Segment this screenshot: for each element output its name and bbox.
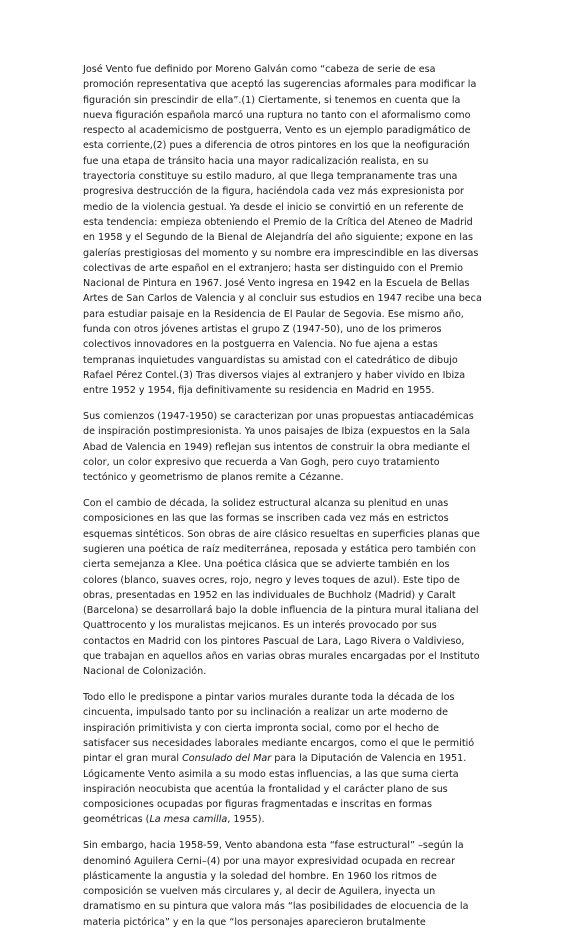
artwork-title-consulado-del-mar: Consulado del Mar <box>182 753 272 765</box>
artwork-title-la-mesa-camilla: La mesa camilla <box>149 814 228 826</box>
paragraph-2 <box>83 409 483 485</box>
paragraph-3-text: Con el cambio de década, la solidez estructural alcanza su plenitud en unas composiciones en las que las formas se inscriben cada vez más en estrictos esquemas sintéticos. Son obras de aire clásico resueltas en superficies planas que sugieren una poética de raíz mediterránea, reposada y estática pero también con cierta semejanza a Klee. Una poética clásica que se advierte también en los colores (blanco, suaves ocres, rojo, negro y leves toques de azul). Este tipo de obras, presentadas en 1952 en las individuales de Buchholz (Madrid) y Caralt (Barcelona) se desarrollará bajo la doble influencia de la pintura mural italiana del Quattrocento y los muralistas mejicanos. Es un interés provocado por sus contactos en Madrid con los pintores Pascual de Lara, Lago Rivera o Valdivieso, que trabajan en aquellos años en varias obras murales encargadas por el Instituto Nacional de Colonización. <box>83 498 480 678</box>
paragraph-1 <box>83 62 483 399</box>
paragraph-1-text: José Vento fue definido por Moreno Galván como “cabeza de serie de esa promoción representativa que aceptó las sugerencias aformales para modificar la figuración sin prescindir de ella”.(1) Ciertamente, si tenemos en cuenta que la nueva figuración española marcó una ruptura no tanto con el aformalismo como respecto al academicismo de postguerra, Vento es un ejemplo paradigmático de esta corriente,(2) pues a diferencia de otros pintores en los que la neofiguración fue una etapa de tránsito hacia una mayor radicalización realista, en su trayectoria constituye su estilo maduro, al que llega tempranamente tras una progresiva destrucción de la figura, haciéndola cada vez más expresionista por medio de la violencia gestual. Ya desde el inicio se convirtió en un referente de esta tendencia: empieza obteniendo el Premio de la Crítica del Ateneo de Madrid en 1958 y el Segundo de la Bienal de Alejandría del año siguiente; expone en las galerías prestigiosas del momento y su nombre era imprescindible en las diversas colectivas de arte español en el extranjero; hasta ser distinguido con el Premio Nacional de Pintura en 1967. José Vento ingresa en 1942 en la Escuela de Bellas Artes de San Carlos de Valencia y al concluir sus estudios en 1947 recibe una beca para estudiar paisaje en la Residencia de El Paular de Segovia. Ese mismo año, funda con otros jóvenes artistas el grupo Z (1947-50), uno de los primeros colectivos innovadores en la postguerra en Valencia. No fue ajena a estas tempranas inquietudes vanguardistas su amistad con el catedrático de dibujo Rafael Pérez Contel.(3) Tras diversos viajes al extranjero y haber vivido en Ibiza entre 1952 y 1954, fija definitivamente su residencia en Madrid en 1955. <box>83 64 482 397</box>
paragraph-4 <box>83 690 483 828</box>
paragraph-3 <box>83 496 483 680</box>
document-body <box>83 62 483 941</box>
paragraph-5-text: Sin embargo, hacia 1958-59, Vento abandona esta “fase estructural” –según la denominó Aguilera Cerni–(4) por una mayor expresividad ocupada en recrear plásticamente la angustia y la soledad del hombre. En 1960 los ritmos de composición se vuelven más circulares y, al decir de Aguilera, inyecta un dramatismo en su pintura que valora más “las posibilidades de elocuencia de la materia pictórica” y en la que “los personajes aparecieron brutalmente <box>83 840 469 928</box>
paragraph-4-text-b: para la Diputación de Valencia en 1951. Lógicamente Vento asimila a su modo estas influencias, a las que suma cierta inspiración neocubista que acentúa la frontalidad y el carácter plano de sus composiciones ocupadas por figuras fragmentadas e inscritas en formas geométricas ( <box>83 753 467 826</box>
paragraph-4-text-c: , 1955). <box>227 814 265 826</box>
paragraph-5 <box>83 838 483 930</box>
paragraph-4-text-a: Todo ello le predispone a pintar varios murales durante toda la década de los cincuenta, impulsado tanto por su inclinación a realizar un arte moderno de inspiración primitivista y con cierta impronta social, como por el hecho de satisfacer sus necesidades laborales mediante encargos, como el que le permitió pintar el gran mural <box>83 692 475 765</box>
paragraph-2-text: Sus comienzos (1947-1950) se caracterizan por unas propuestas antiacadémicas de inspiración postimpresionista. Ya unos paisajes de Ibiza (expuestos en la Sala Abad de Valencia en 1949) reflejan sus intentos de construir la obra mediante el color, un color expresivo que recuerda a Van Gogh, pero cuyo tratamiento tectónico y geometrismo de planos remite a Cézanne. <box>83 411 474 484</box>
